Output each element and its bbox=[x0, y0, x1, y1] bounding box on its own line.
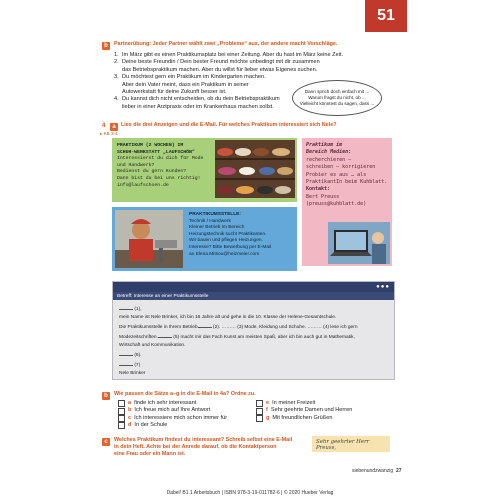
track-reference: ▸ KB 3-4 bbox=[100, 131, 118, 136]
list-number bbox=[114, 67, 122, 74]
list-number: 1. bbox=[114, 52, 119, 58]
exercise-letter-a: a bbox=[110, 123, 118, 131]
list-item bbox=[114, 52, 384, 59]
answer-box[interactable] bbox=[118, 415, 125, 422]
ad-shoe-text bbox=[117, 143, 212, 189]
list-text: Du möchtest gern ein Praktikum im Kindergarten machen. bbox=[122, 74, 266, 81]
list-number: 3. bbox=[114, 74, 119, 81]
ad-line: Kleiner Betrieb im Bereich bbox=[189, 225, 245, 231]
ad-line: Interessierst du dich für Mode bbox=[117, 156, 204, 162]
list-number: 2. bbox=[114, 59, 119, 66]
email-text: Modezeitschriften. bbox=[119, 335, 158, 340]
exercise-number-4: 4 bbox=[102, 123, 106, 129]
option-letter: g bbox=[266, 414, 270, 421]
ad-line: schreiben – korrigieren bbox=[306, 164, 376, 171]
ad-line: Interesse? Bitte Bewerbung per E-Mail bbox=[189, 244, 272, 250]
ad-line: (preuss@kuhblatt.de) bbox=[306, 201, 367, 208]
email-text: (2). ……… (3) Mode, Kleidung und Schuhe. ……… (4) lese ich gern bbox=[211, 325, 358, 330]
ad-line: Bedienst du gern Kunden? bbox=[117, 169, 187, 175]
sample-salutation-note: Sehr geehrter Herr Preuss, bbox=[312, 436, 390, 452]
email-line bbox=[119, 342, 389, 350]
email-text: Nele Brinker bbox=[119, 371, 146, 376]
answer-box[interactable] bbox=[256, 400, 263, 407]
option-text: Ich interessiere mich schon immer für bbox=[134, 414, 228, 421]
option-item bbox=[256, 415, 396, 422]
option-letter: e bbox=[266, 400, 270, 406]
shoes-photo bbox=[215, 140, 295, 198]
list-text: lieber in einer Arztpraxis oder im Krankenhaus machen sollst. bbox=[122, 103, 274, 110]
list-text: Aber dein Vater meint, dass ein Praktikum in seiner bbox=[122, 81, 249, 88]
exercise-b-instruction: Partnerübung: Jeder Partner wählt zwei „Probleme“ aus, der andere macht Vorschläge. bbox=[114, 41, 338, 47]
email-body bbox=[119, 304, 389, 378]
list-text: das Betriebspraktikum machen. Aber du willst für lieber etwas Eigenes suchen. bbox=[122, 66, 318, 73]
option-letter: f bbox=[266, 407, 268, 414]
ad-newspaper bbox=[302, 138, 392, 266]
list-item bbox=[114, 59, 384, 66]
exercise-4b-instruction: Wie passen die Sätze a–g in die E-Mail in 4a? Ordne zu. bbox=[114, 391, 256, 397]
ad-line: Bereich Medien: bbox=[306, 149, 352, 156]
option-letter: c bbox=[128, 414, 132, 421]
options-right bbox=[256, 400, 396, 422]
ad-line: Praktikum im bbox=[306, 142, 343, 148]
bubble-line-2: Warum fragst du nicht, ob ... bbox=[308, 95, 366, 100]
track-label: KB 3-4 bbox=[103, 131, 118, 136]
option-letter: d bbox=[128, 422, 132, 429]
email-text: mein Name ist Nele Brinker, ich bin 16 Jahre alt und gehe in die 10. Klasse der Helene-Gesamtschule. bbox=[119, 315, 337, 320]
ad-newspaper-text bbox=[306, 142, 390, 209]
ad-line: Probier es aus … als bbox=[306, 171, 367, 178]
email-subject: Betreff: Interesse an einer Praktikumsstelle bbox=[113, 292, 394, 300]
email-line bbox=[119, 314, 389, 322]
option-item bbox=[256, 407, 396, 414]
list-number bbox=[114, 82, 122, 89]
option-item bbox=[256, 400, 396, 407]
ad-line: Heizungstechnik sucht Praktikanten. bbox=[189, 231, 267, 237]
blank-field bbox=[119, 304, 133, 310]
email-window bbox=[112, 281, 395, 380]
option-text: In meiner Freizeit bbox=[272, 400, 316, 406]
worker-photo bbox=[115, 210, 183, 268]
blank-field bbox=[158, 332, 172, 338]
ad-shoe-workshop bbox=[112, 138, 297, 202]
list-text: Deine beste Freundin / Dein bester Freund möchte unbedingt mit dir zusammen bbox=[122, 59, 320, 66]
ex4c-line-1: Welches Praktikum findest du interessant? Schreib selbst eine E-Mail bbox=[114, 437, 293, 443]
page-word: siebenundzwanzig bbox=[352, 468, 394, 474]
email-text: (7) bbox=[133, 363, 141, 368]
option-text: Mit freundlichen Grüßen bbox=[272, 414, 333, 421]
options-left bbox=[118, 400, 258, 430]
list-number bbox=[114, 104, 122, 111]
option-letter: a bbox=[128, 400, 132, 406]
speech-bubble bbox=[292, 80, 382, 116]
list-text: Im März gibt es einen Praktikumsplatz bei einer Zeitung. Aber du hast im März keine Zeit. bbox=[122, 52, 344, 58]
option-item bbox=[118, 415, 258, 422]
ad-line: PRAKTIKUM (2 WOCHEN) IM bbox=[117, 143, 184, 148]
email-line bbox=[119, 304, 389, 314]
list-number: 4. bbox=[114, 96, 119, 103]
email-text: Wirtschaft und Kommunikation. bbox=[119, 343, 186, 348]
answer-box[interactable] bbox=[118, 408, 125, 415]
blank-field bbox=[119, 350, 133, 356]
ad-line: an Elena.Mitsou@heizmeier.com bbox=[189, 251, 260, 257]
option-text: Sehr geehrte Damen und Herren bbox=[270, 407, 353, 414]
option-item bbox=[118, 400, 258, 407]
ad-line: Dann bist du bei uns richtig! bbox=[117, 175, 201, 181]
ad-line: info@laufschoen.de bbox=[117, 182, 169, 188]
email-text: Die Praktikumsstelle in Ihrem Betrieb bbox=[119, 325, 198, 330]
email-text: (1), bbox=[133, 307, 142, 312]
option-text: finde ich sehr interessant bbox=[134, 400, 197, 406]
ad-heating-text bbox=[189, 212, 297, 258]
page-number-small: 27 bbox=[396, 468, 402, 474]
ad-line: und Handwerk? bbox=[117, 162, 155, 168]
page-number-badge: 51 bbox=[365, 0, 407, 32]
footer-credit: Dabei! B1.1 Arbeitsbuch | ISBN 978-3-19-011782-6 | © 2020 Hueber Verlag bbox=[166, 490, 334, 496]
bubble-line-1: Dann sprich doch einfach mit ... bbox=[304, 89, 370, 94]
window-dots-icon: ●●● bbox=[376, 284, 390, 290]
email-line bbox=[119, 332, 389, 342]
email-text: (5) macht mir das Fach Kunst am meisten Spaß, aber ich bin auch gut in Mathematik, bbox=[171, 335, 355, 340]
answer-box[interactable] bbox=[118, 400, 125, 407]
answer-box[interactable] bbox=[256, 408, 263, 415]
email-line bbox=[119, 360, 389, 370]
email-line bbox=[119, 350, 389, 360]
option-item bbox=[118, 407, 258, 414]
ex4c-line-3: eine Frau oder ein Mann ist. bbox=[114, 451, 186, 458]
email-line bbox=[119, 322, 389, 332]
list-text: Autowerkstatt für deine Zukunft besser ist. bbox=[122, 89, 227, 96]
list-number bbox=[114, 89, 122, 96]
ad-line: Bert Preuss bbox=[306, 193, 340, 200]
answer-box[interactable] bbox=[118, 422, 125, 429]
blank-field bbox=[119, 360, 133, 366]
ad-heating-company bbox=[112, 207, 297, 271]
email-line bbox=[119, 370, 389, 378]
exercise-letter-c: c bbox=[102, 438, 110, 446]
option-text: Ich freue mich auf Ihre Antwort bbox=[134, 407, 211, 414]
ad-line: Technik / Handwerk bbox=[189, 218, 231, 224]
exercise-letter-b: b bbox=[102, 42, 110, 50]
ad-line: Wir bauen und pflegen Heizungen. bbox=[189, 238, 263, 244]
option-text: In der Schule bbox=[134, 422, 168, 429]
bubble-line-3: Vielleicht könntest du sagen, dass ... bbox=[299, 101, 375, 106]
ad-line: Kontakt: bbox=[306, 186, 331, 193]
exercise-4c-instruction bbox=[114, 437, 314, 459]
email-text: (6). bbox=[133, 353, 142, 358]
exercise-letter-b2: b bbox=[102, 392, 110, 400]
email-titlebar bbox=[113, 282, 394, 292]
option-item bbox=[118, 422, 258, 429]
option-letter: b bbox=[128, 407, 132, 414]
exercise-4a-instruction: Lies die drei Anzeigen und die E-Mail. Für welches Praktikum interessiert sich Nele? bbox=[121, 122, 337, 128]
list-text: Du kannst dich nicht entscheiden, ob du dein Betriebspraktikum bbox=[122, 96, 280, 103]
blank-field bbox=[198, 322, 212, 328]
ad-line: PraktikantIn beim Kuhblatt. bbox=[306, 179, 388, 186]
ad-line: PRAKTIKUMSSTELLE: bbox=[189, 212, 241, 217]
ex4c-line-2: in dein Heft. Achte bei der Anrede darauf, ob die Kontaktperson bbox=[114, 444, 277, 451]
list-item bbox=[114, 67, 384, 74]
ad-line: recherchieren – bbox=[306, 156, 352, 163]
laptop-photo bbox=[328, 222, 390, 264]
answer-box[interactable] bbox=[256, 415, 263, 422]
ad-line: SCHUH-WERKSTATT „LAUFSCHÖN“ bbox=[117, 149, 195, 155]
